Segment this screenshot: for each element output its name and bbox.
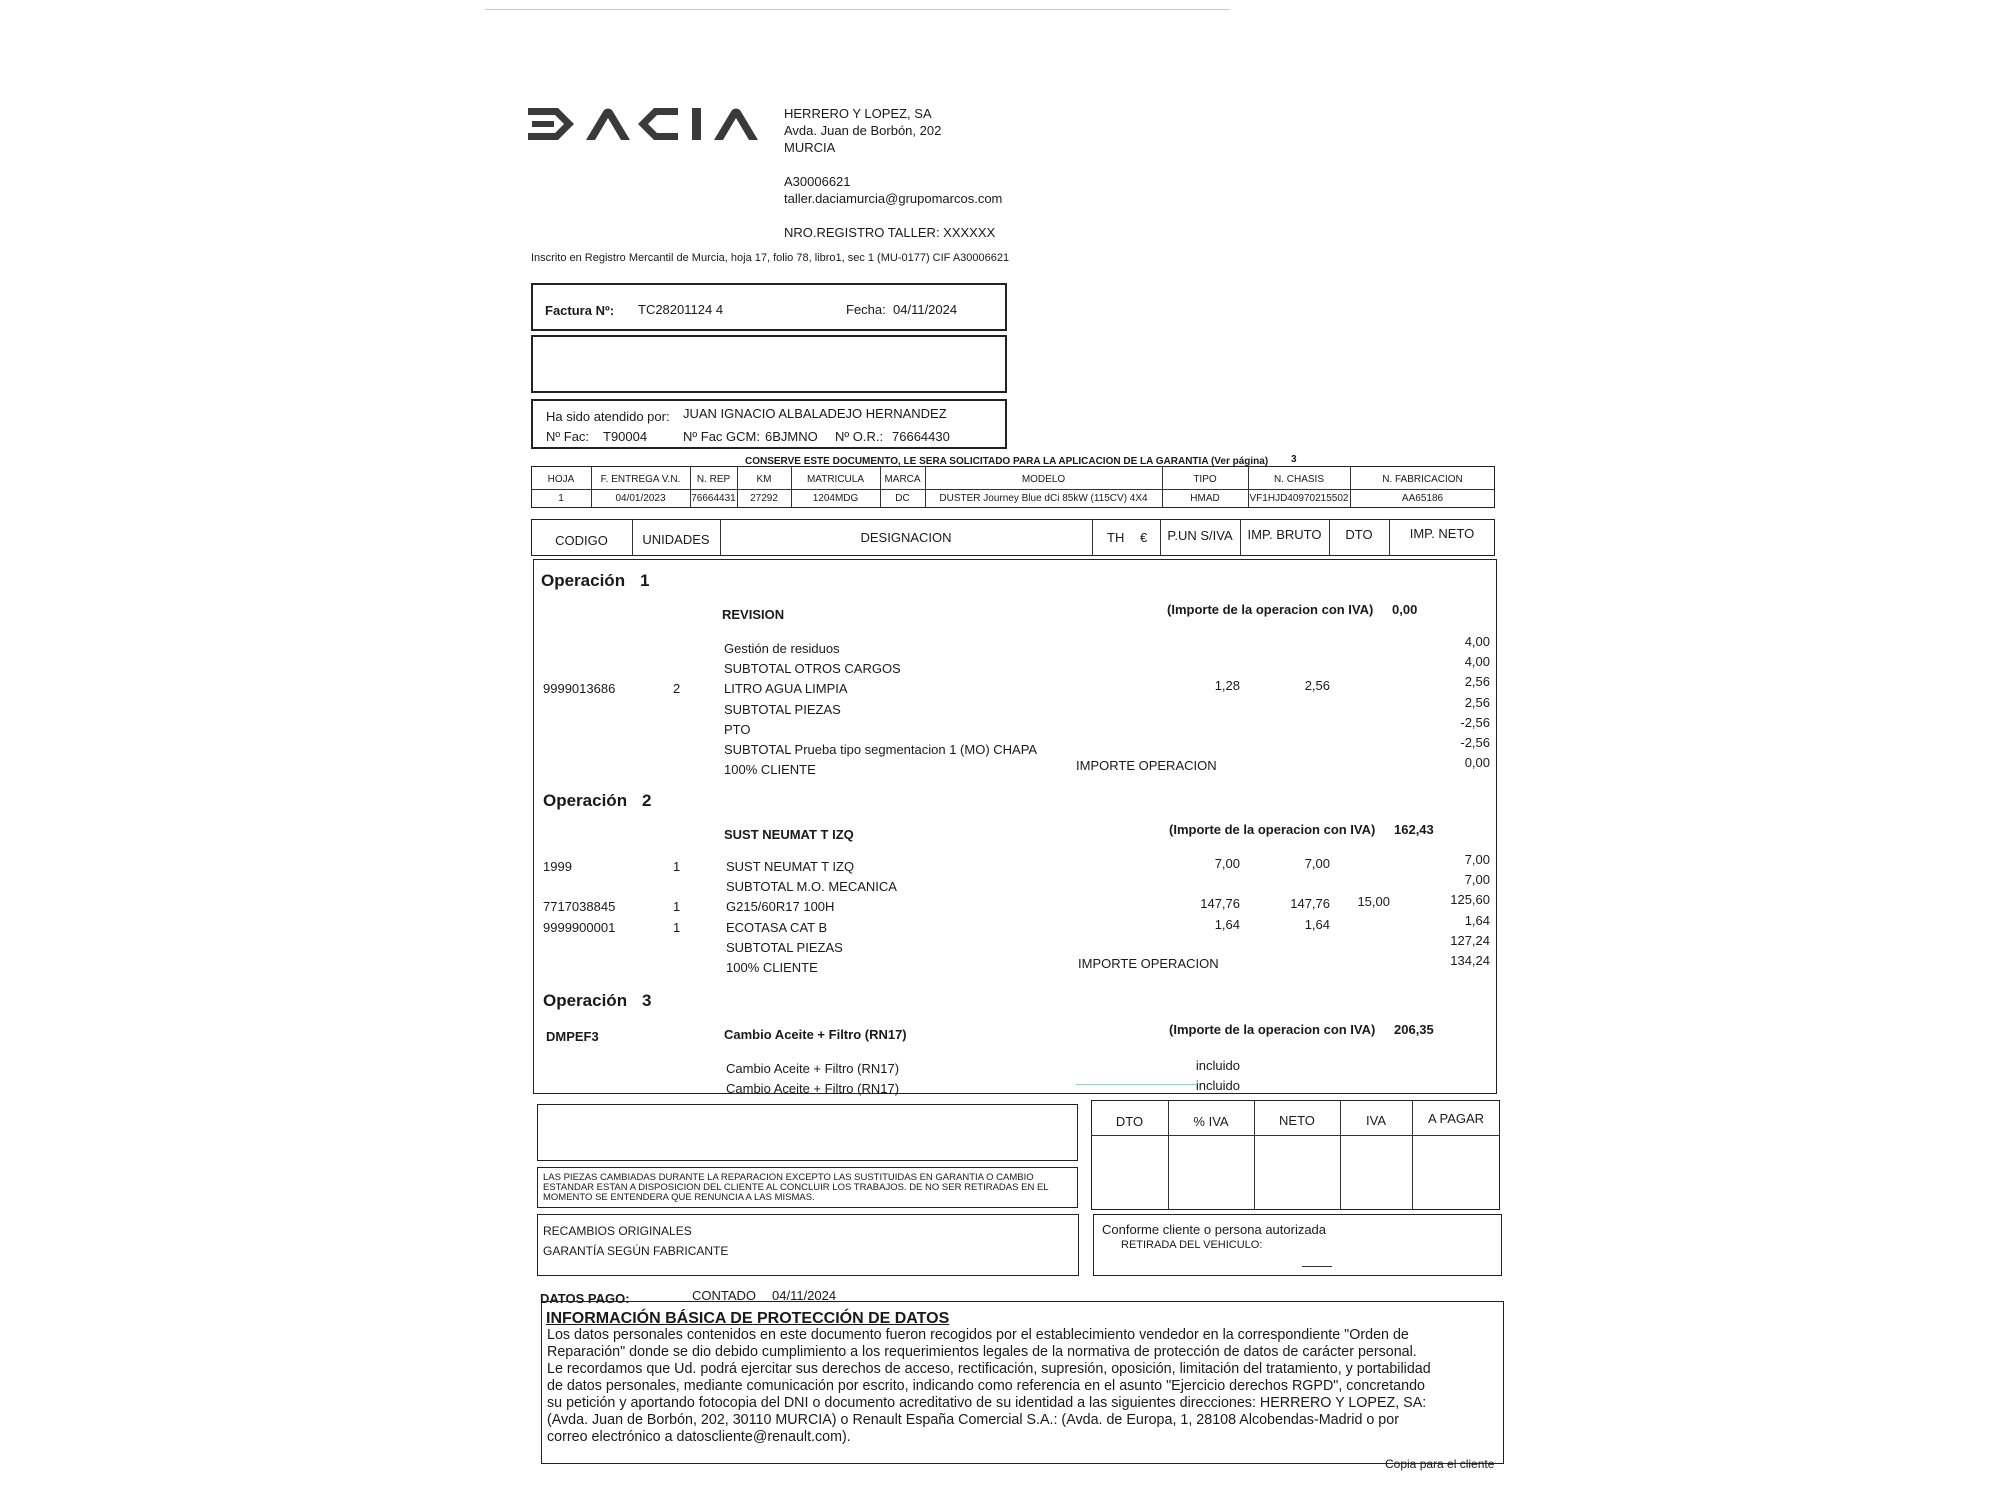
line-neto: 0,00 [1464, 755, 1490, 771]
line-description: Cambio Aceite + Filtro (RN17) [726, 1061, 900, 1076]
nfac-gcm-label: Nº Fac GCM: [683, 429, 760, 444]
vehicle-value: 76664431 [691, 493, 736, 504]
line-bruto: 7,00 [1304, 856, 1330, 871]
line-importe-operacion: IMPORTE OPERACION [1076, 758, 1217, 774]
line-neto: 134,24 [1450, 953, 1490, 968]
vehicle-header: N. CHASIS [1273, 474, 1324, 485]
vehicle-header: HOJA [547, 474, 575, 485]
line-description: SUBTOTAL M.O. MECANICA [726, 879, 897, 895]
operation-importe: 162,43 [1394, 822, 1434, 837]
line-neto: 4,00 [1464, 654, 1490, 670]
company-cif: A30006621 [784, 174, 851, 189]
protection-text [547, 1327, 1431, 1446]
line-pun: 1,64 [1214, 916, 1240, 932]
vehicle-header: MODELO [1021, 474, 1066, 485]
signature-line [1302, 1266, 1332, 1267]
protection-title: INFORMACIÓN BÁSICA DE PROTECCIÓN DE DATOS [546, 1310, 950, 1327]
protection-line: correo electrónico a datoscliente@renault.com). [547, 1429, 851, 1445]
operation-importe-label: (Importe de la operacion con IVA) [1167, 602, 1374, 617]
line-units: 1 [673, 899, 681, 915]
col-divider [1092, 519, 1093, 556]
conserve-note: CONSERVE ESTE DOCUMENTO, LE SERA SOLICITADO PARA LA APLICACION DE LA GARANTIA (Ver página) [745, 456, 1269, 467]
retirada-text: RETIRADA DEL VEHICULO: [1121, 1239, 1263, 1251]
conforme-text: Conforme cliente o persona autorizada [1102, 1222, 1327, 1237]
line-importe-operacion: IMPORTE OPERACION [1078, 956, 1219, 971]
registro-taller: NRO.REGISTRO TALLER: XXXXXX [784, 225, 996, 240]
payment-label: DATOS PAGO: [540, 1291, 630, 1306]
vehicle-value: AA65186 [1401, 493, 1444, 504]
line-description: Cambio Aceite + Filtro (RN17) [726, 1081, 900, 1097]
company-email: taller.daciamurcia@grupomarcos.com [784, 191, 1003, 206]
line-description: PTO [724, 721, 751, 737]
totals-divider [1091, 1135, 1500, 1136]
col-designacion: DESIGNACION [860, 530, 952, 545]
protection-line: Le recordamos que Ud. podrá ejercitar sus derechos de acceso, rectificación, supresión, oposición, limitación del tratamiento, y portabilidad [547, 1361, 1431, 1377]
col-pun: P.UN S/IVA [1167, 528, 1233, 543]
protection-line: de datos personales, mediante comunicación por escrito, indicando como referencia en el asunto "Ejercicio derechos RGPD", concretando [547, 1378, 1425, 1394]
factura-label: Factura Nº: [545, 303, 615, 318]
fecha-label: Fecha: [846, 302, 886, 317]
vehicle-header: TIPO [1193, 474, 1217, 485]
operation-number: 1 [640, 571, 650, 590]
atendido-name: JUAN IGNACIO ALBALADEJO HERNANDEZ [683, 406, 947, 421]
totals-iva: IVA [1366, 1113, 1386, 1128]
line-description: SUBTOTAL PIEZAS [726, 939, 843, 955]
line-neto: 4,00 [1464, 634, 1490, 649]
line-description: SUBTOTAL Prueba tipo segmentacion 1 (MO) CHAPA [724, 742, 1038, 757]
protection-line: (Avda. Juan de Borbón, 202, 30110 MURCIA) o Renault España Comercial S.A.: (Avda. de Europa, 1, 28108 Alcobendas-Madrid o por [547, 1412, 1399, 1428]
piezas-note: LAS PIEZAS CAMBIADAS DURANTE LA REPARACION EXCEPTO LAS SUSTITUIDAS EN GARANTIA O CAMBIO ESTANDAR ESTAN A DISPOSICION DEL CLIENTE AL CONCLUIR LOS TRABAJOS. DE NO SER RETIRADAS EN EL MOMENTO SE ENTENDERA QUE RENUNCIA A LAS MISMAS. [543, 1172, 1049, 1203]
garantia-text: GARANTÍA SEGÚN FABRICANTE [543, 1244, 729, 1258]
dacia-logo [528, 108, 770, 140]
line-neto: 2,56 [1464, 694, 1490, 710]
conserve-page: 3 [1291, 454, 1297, 465]
vehicle-value: 04/01/2023 [615, 493, 666, 504]
company-name: HERRERO Y LOPEZ, SA [784, 106, 932, 121]
line-code: 7717038845 [543, 899, 616, 915]
vehicle-header: N. REP [696, 474, 731, 485]
line-units: 1 [673, 919, 681, 935]
protection-line: Reparación" donde se dio debido cumplimiento a los requerimientos legales de la normativa de protección de datos de carácter personal. [547, 1344, 1417, 1360]
vehicle-header: F. ENTREGA V.N. [600, 474, 681, 485]
col-unidades: UNIDADES [642, 532, 710, 547]
operation-number: 3 [642, 991, 652, 1010]
dacia-logo-icon [528, 108, 770, 140]
vehicle-value: 27292 [750, 493, 778, 504]
fecha-value: 04/11/2024 [893, 302, 958, 317]
payment-date: 04/11/2024 [772, 1288, 837, 1303]
operation-title: REVISION [722, 607, 785, 622]
operation-label: Operación [541, 571, 626, 590]
nor-label: Nº O.R.: [835, 429, 884, 444]
line-neto: 2,56 [1464, 674, 1490, 690]
line-code: 9999013686 [543, 681, 616, 697]
line-neto: 1,64 [1464, 912, 1490, 928]
vehicle-value: 1 [558, 493, 564, 504]
col-codigo: CODIGO [555, 533, 608, 548]
operation-code: DMPEF3 [546, 1029, 599, 1044]
company-city: MURCIA [784, 140, 836, 155]
line-pun: 7,00 [1214, 856, 1240, 871]
line-description: SUBTOTAL PIEZAS [724, 701, 841, 717]
vehicle-header: MATRICULA [806, 474, 865, 485]
operation-number: 2 [642, 791, 652, 810]
factura-number: TC28201124 4 [638, 302, 724, 317]
line-pun: incluido [1195, 1078, 1240, 1094]
notes-blank-box [537, 1104, 1078, 1161]
line-bruto: 147,76 [1290, 896, 1330, 912]
protection-line: Los datos personales contenidos en este documento fueron recogidos por el establecimiento vendedor en la correspondiente "Orden de [547, 1327, 1409, 1343]
col-imp-bruto: IMP. BRUTO [1247, 527, 1322, 542]
scan-artifact-line [1076, 1084, 1196, 1085]
line-units: 1 [673, 859, 681, 874]
operation-importe: 0,00 [1392, 602, 1418, 617]
vehicle-value: DC [895, 493, 910, 504]
line-neto: 125,60 [1450, 892, 1490, 908]
line-neto: 7,00 [1464, 852, 1490, 867]
totals-neto: NETO [1279, 1113, 1315, 1128]
line-pun: 147,76 [1200, 896, 1240, 912]
company-address: Avda. Juan de Borbón, 202 [784, 123, 942, 138]
protection-line: su petición y aportando fotocopia del DNI o documento acreditativo de su identidad a las siguientes direcciones: HERRERO Y LOPEZ, SA: [547, 1395, 1427, 1411]
line-neto: -2,56 [1460, 735, 1490, 750]
line-neto: 7,00 [1464, 872, 1490, 888]
recambios-text: RECAMBIOS ORIGINALES [543, 1224, 692, 1238]
line-description: LITRO AGUA LIMPIA [724, 681, 848, 697]
totals-iva-pct: % IVA [1193, 1114, 1229, 1129]
customer-box [531, 335, 1007, 393]
line-units: 2 [673, 681, 681, 697]
totals-dto: DTO [1115, 1114, 1144, 1129]
operation-importe-label: (Importe de la operacion con IVA) [1169, 822, 1376, 837]
payment-method: CONTADO [692, 1288, 757, 1303]
scan-edge [485, 9, 1230, 10]
vehicle-header: MARCA [884, 474, 921, 485]
vehicle-value: 1204MDG [812, 493, 859, 504]
line-dto: 15,00 [1357, 894, 1390, 910]
vehicle-value: HMAD [1190, 493, 1220, 504]
line-neto: 127,24 [1450, 932, 1490, 948]
registro-mercantil: Inscrito en Registro Mercantil de Murcia, hoja 17, folio 78, libro1, sec 1 (MU-0177) CIF A30006621 [531, 252, 1010, 264]
line-pun: 1,28 [1214, 678, 1240, 694]
col-dto: DTO [1345, 527, 1373, 542]
operation-label: Operación [543, 991, 628, 1010]
operation-label: Operación [543, 791, 628, 810]
line-description: SUBTOTAL OTROS CARGOS [724, 661, 901, 677]
line-neto: -2,56 [1460, 714, 1490, 730]
line-description: 100% CLIENTE [726, 960, 818, 975]
line-description: 100% CLIENTE [724, 762, 816, 778]
vehicle-header: KM [756, 474, 772, 485]
nfac-label: Nº Fac: [546, 429, 590, 444]
operation-importe: 206,35 [1394, 1022, 1434, 1037]
vehicle-value: VF1HJD40970215502 [1249, 493, 1349, 504]
footer-copy: Copia para el cliente [1385, 1457, 1495, 1471]
totals-a-pagar: A PAGAR [1427, 1111, 1485, 1126]
line-description: Gestión de residuos [724, 641, 840, 656]
nfac-value: T90004 [603, 429, 648, 444]
line-code: 9999900001 [543, 919, 616, 935]
line-description: G215/60R17 100H [726, 899, 835, 915]
line-bruto: 1,64 [1304, 916, 1330, 932]
col-th: TH [1107, 530, 1125, 545]
line-bruto: 2,56 [1304, 678, 1330, 694]
col-euro: € [1140, 530, 1148, 545]
col-imp-neto: IMP. NETO [1409, 526, 1475, 541]
vehicle-header: N. FABRICACION [1382, 474, 1463, 485]
nfac-gcm-value: 6BJMNO [765, 429, 818, 444]
line-description: SUST NEUMAT T IZQ [726, 859, 855, 874]
operation-title: Cambio Aceite + Filtro (RN17) [724, 1027, 907, 1042]
line-description: ECOTASA CAT B [726, 919, 828, 935]
nor-value: 76664430 [892, 429, 950, 444]
operation-title: SUST NEUMAT T IZQ [724, 827, 854, 842]
operation-importe-label: (Importe de la operacion con IVA) [1169, 1022, 1376, 1037]
atendido-label: Ha sido atendido por: [546, 409, 670, 424]
vehicle-value: DUSTER Journey Blue dCi 85kW (115CV) 4X4 [939, 493, 1148, 504]
line-code: 1999 [543, 859, 572, 874]
line-pun: incluido [1195, 1058, 1240, 1073]
